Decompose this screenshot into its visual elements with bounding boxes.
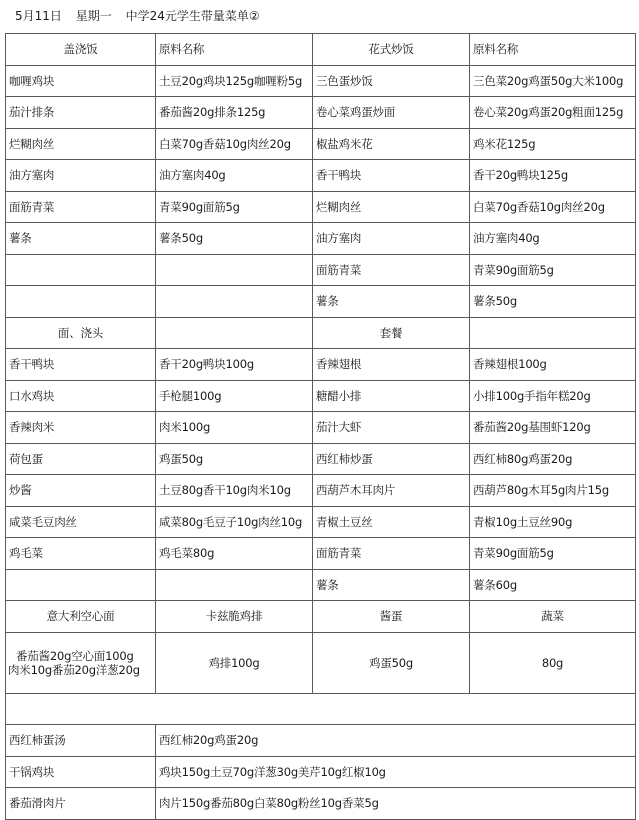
- dish-name: 油方塞肉: [313, 223, 470, 255]
- table-row: [6, 443, 636, 475]
- table-row: [6, 97, 636, 129]
- dish-name: 荷包蛋: [6, 443, 156, 475]
- dish-name: 油方塞肉: [6, 160, 156, 192]
- table-row: [6, 538, 636, 570]
- dish-name: 西红柿炒蛋: [313, 443, 470, 475]
- egg-ingredients: 鸡蛋50g: [313, 632, 470, 693]
- header-crispy-chicken: 卡兹脆鸡排: [156, 601, 313, 633]
- dish-name: 干锅鸡块: [6, 756, 156, 788]
- dish-ingredients: 油方塞肉40g: [470, 223, 636, 255]
- dish-name: 香辣肉米: [6, 412, 156, 444]
- dish-name: 椒盐鸡米花: [313, 128, 470, 160]
- table-row: [6, 160, 636, 192]
- header-set-meal: 套餐: [313, 317, 470, 349]
- table-row: [6, 569, 636, 601]
- header-ingredients: 原料名称: [156, 34, 313, 66]
- table-row: [6, 223, 636, 255]
- table-row: [6, 506, 636, 538]
- header-vegetable: 蔬菜: [470, 601, 636, 633]
- dish-name: 薯条: [6, 223, 156, 255]
- table-row: [6, 475, 636, 507]
- dish-name: 糖醋小排: [313, 380, 470, 412]
- header-gaijiaofan: 盖浇饭: [6, 34, 156, 66]
- dish-name: 青椒土豆丝: [313, 506, 470, 538]
- soup-dish-ingredients: 西红柿20g鸡蛋20g: [156, 725, 636, 757]
- section3-header-row: [6, 601, 636, 633]
- dish-ingredients: 鸡块150g土豆70g洋葱30g美芹10g红椒10g: [156, 756, 636, 788]
- menu-table: [5, 33, 636, 820]
- table-row: [6, 128, 636, 160]
- dish-ingredients: 白菜70g香菇10g肉丝20g: [470, 191, 636, 223]
- dish-ingredients: 香干20g鸭块125g: [470, 160, 636, 192]
- header-fried-rice: 花式炒饭: [313, 34, 470, 66]
- table-row: [6, 756, 636, 788]
- dish-ingredients: 薯条50g: [470, 286, 636, 318]
- menu-title: 中学24元学生带量菜单②: [125, 9, 260, 23]
- dish-ingredients: 肉米100g: [156, 412, 313, 444]
- veg-ingredients: 80g: [470, 632, 636, 693]
- header-ingredients: 原料名称: [470, 34, 636, 66]
- dish-name: 炒酱: [6, 475, 156, 507]
- dish-name: 卷心菜鸡蛋炒面: [313, 97, 470, 129]
- dish-ingredients: 西红柿80g鸡蛋20g: [470, 443, 636, 475]
- menu-weekday: 星期一: [75, 9, 112, 23]
- dish-ingredients: 番茄酱20g排条125g: [156, 97, 313, 129]
- dish-name: 面筋青菜: [6, 191, 156, 223]
- dish-ingredients: 青菜90g面筋5g: [156, 191, 313, 223]
- dish-ingredients: [156, 569, 313, 601]
- dish-name: 三色蛋炒饭: [313, 65, 470, 97]
- menu-header: [15, 6, 270, 26]
- dish-ingredients: 卷心菜20g鸡蛋20g粗面125g: [470, 97, 636, 129]
- table-row: [6, 191, 636, 223]
- header-pasta: 意大利空心面: [6, 601, 156, 633]
- dish-ingredients: [156, 286, 313, 318]
- section3-spacer-row: [6, 693, 636, 725]
- dish-name: 茄汁排条: [6, 97, 156, 129]
- soup-dish-name: 西红柿蛋汤: [6, 725, 156, 757]
- dish-name: 面筋青菜: [313, 538, 470, 570]
- section1-header-row: [6, 34, 636, 66]
- dish-ingredients: 青菜90g面筋5g: [470, 254, 636, 286]
- table-row: [6, 412, 636, 444]
- dish-name: [6, 569, 156, 601]
- dish-ingredients: 肉片150g番茄80g白菜80g粉丝10g香菜5g: [156, 788, 636, 820]
- dish-ingredients: 番茄酱20g基围虾120g: [470, 412, 636, 444]
- dish-ingredients: 薯条60g: [470, 569, 636, 601]
- header-blank: [156, 317, 313, 349]
- dish-name: 口水鸡块: [6, 380, 156, 412]
- dish-name: 香辣翅根: [313, 349, 470, 381]
- dish-name: [6, 254, 156, 286]
- dish-ingredients: 三色菜20g鸡蛋50g大米100g: [470, 65, 636, 97]
- header-braised-egg: 酱蛋: [313, 601, 470, 633]
- dish-ingredients: 咸菜80g毛豆子10g肉丝10g: [156, 506, 313, 538]
- dish-ingredients: 青菜90g面筋5g: [470, 538, 636, 570]
- empty-row: [6, 693, 636, 725]
- dish-ingredients: 青椒10g土豆丝90g: [470, 506, 636, 538]
- header-noodles: 面、浇头: [6, 317, 156, 349]
- dish-ingredients: [156, 254, 313, 286]
- dish-ingredients: 薯条50g: [156, 223, 313, 255]
- section2-header-row: [6, 317, 636, 349]
- dish-name: 香干鸭块: [6, 349, 156, 381]
- dish-ingredients: 西葫芦80g木耳5g肉片15g: [470, 475, 636, 507]
- table-row: [6, 725, 636, 757]
- menu-date: 5月11日: [15, 9, 62, 23]
- dish-name: 薯条: [313, 286, 470, 318]
- dish-name: 西葫芦木耳肉片: [313, 475, 470, 507]
- dish-ingredients: 香辣翅根100g: [470, 349, 636, 381]
- dish-name: 番茄滑肉片: [6, 788, 156, 820]
- dish-name: 烂糊肉丝: [313, 191, 470, 223]
- table-row: [6, 349, 636, 381]
- dish-ingredients: 小排100g手指年糕20g: [470, 380, 636, 412]
- dish-ingredients: 香干20g鸭块100g: [156, 349, 313, 381]
- dish-ingredients: 土豆20g鸡块125g咖喱粉5g: [156, 65, 313, 97]
- chicken-ingredients: 鸡排100g: [156, 632, 313, 693]
- dish-name: [6, 286, 156, 318]
- section3-ingredients-row: [6, 632, 636, 693]
- dish-name: 咸菜毛豆肉丝: [6, 506, 156, 538]
- dish-ingredients: 鸡米花125g: [470, 128, 636, 160]
- pasta-ingredients-line1: 番茄酱20g空心面100g: [16, 648, 134, 663]
- table-row: [6, 286, 636, 318]
- dish-name: 面筋青菜: [313, 254, 470, 286]
- dish-name: 烂糊肉丝: [6, 128, 156, 160]
- table-row: [6, 380, 636, 412]
- dish-name: 薯条: [313, 569, 470, 601]
- dish-name: 鸡毛菜: [6, 538, 156, 570]
- table-row: [6, 65, 636, 97]
- table-row: [6, 788, 636, 820]
- dish-ingredients: 手枪腿100g: [156, 380, 313, 412]
- pasta-ingredients-line2: 肉米10g番茄20g洋葱20g: [8, 662, 140, 677]
- table-row: [6, 254, 636, 286]
- dish-name: 香干鸭块: [313, 160, 470, 192]
- dish-ingredients: 土豆80g香干10g肉米10g: [156, 475, 313, 507]
- dish-ingredients: 鸡蛋50g: [156, 443, 313, 475]
- dish-name: 茄汁大虾: [313, 412, 470, 444]
- dish-ingredients: 鸡毛菜80g: [156, 538, 313, 570]
- dish-name: 咖喱鸡块: [6, 65, 156, 97]
- dish-ingredients: 油方塞肉40g: [156, 160, 313, 192]
- pasta-ingredients: [6, 632, 156, 693]
- header-blank: [470, 317, 636, 349]
- dish-ingredients: 白菜70g香菇10g肉丝20g: [156, 128, 313, 160]
